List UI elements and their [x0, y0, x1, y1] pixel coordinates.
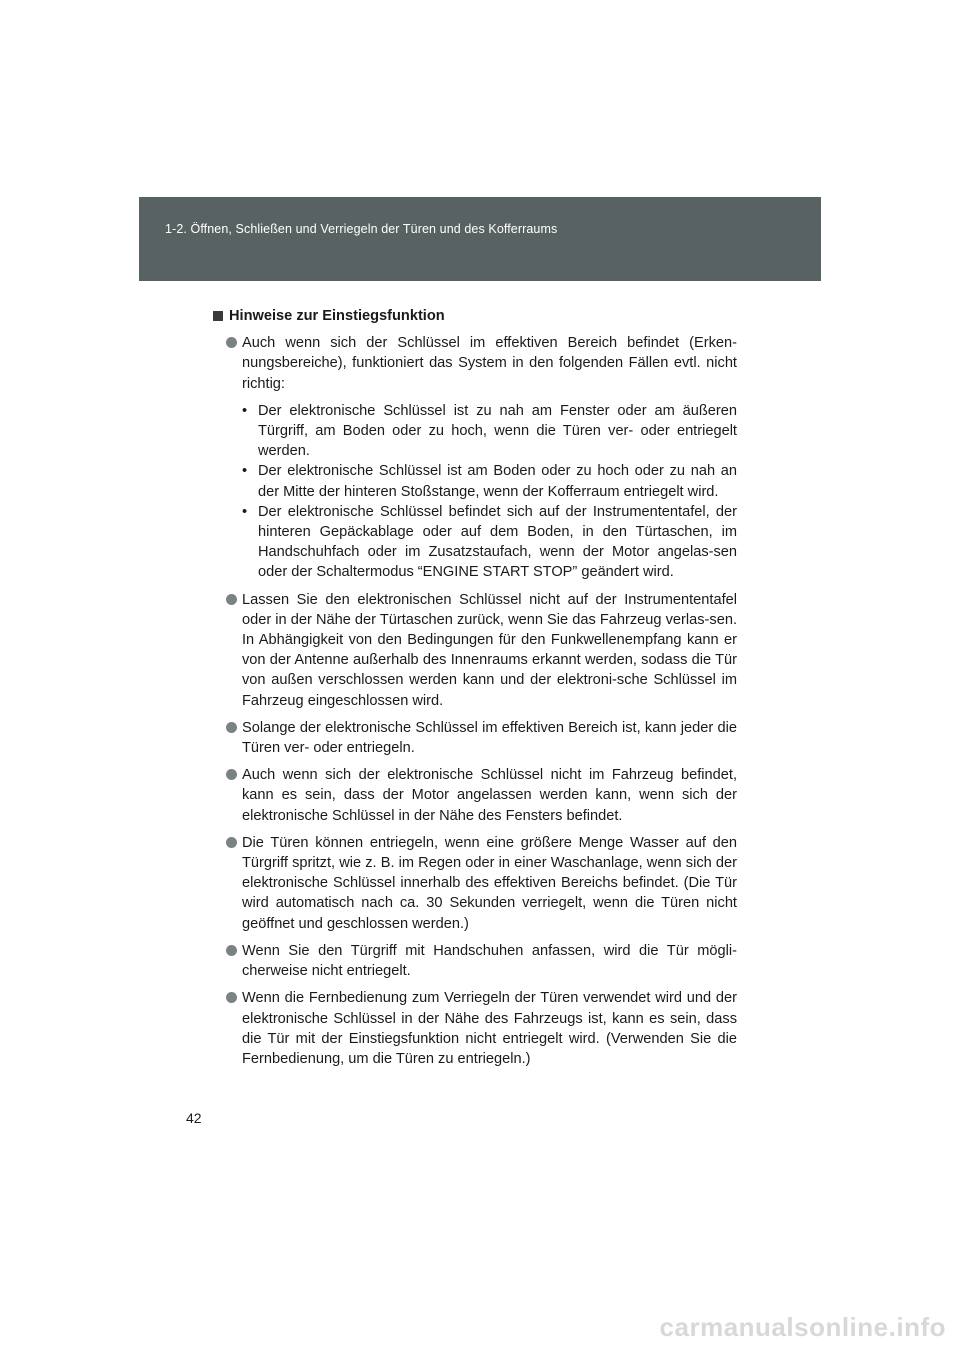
chapter-header-bar	[139, 197, 821, 281]
sub-list-item: • Der elektronische Schlüssel ist zu nah am Fenster oder am äußeren Türgriff, am Boden oder zu hoch, wenn die Türen ver- oder entriegelt werden.	[242, 402, 737, 460]
section-heading-text: Hinweise zur Einstiegsfunktion	[229, 308, 445, 324]
page-content	[212, 306, 737, 1076]
circle-bullet-icon	[226, 945, 237, 956]
list-item	[212, 718, 737, 758]
list-item-text: Auch wenn sich der Schlüssel im effektiven Bereich befindet (Erken-nungsbereiche), funktioniert das System in den folgenden Fällen evtl. nicht richtig:	[242, 335, 737, 392]
sub-list-item: • Der elektronische Schlüssel befindet sich auf der Instrumententafel, der hinteren Gepäckablage oder auf dem Boden, in den Türtaschen, im Handschuhfach oder im Zusatzstaufach, wenn der Motor angelas-sen oder der Schaltermodus “ENGINE START STOP” geändert wird.	[242, 503, 737, 581]
chapter-title: 1-2. Öffnen, Schließen und Verriegeln der Türen und des Kofferraums	[165, 222, 558, 236]
list-item-text: Solange der elektronische Schlüssel im effektiven Bereich ist, kann jeder die Türen ver- oder entriegeln.	[242, 719, 737, 757]
watermark: carmanualsonline.info	[659, 1312, 946, 1342]
list-item	[212, 333, 737, 582]
list-item	[212, 941, 737, 981]
list-item-text: Wenn Sie den Türgriff mit Handschuhen anfassen, wird die Tür mögli-cherweise nicht entriegelt.	[242, 942, 737, 980]
circle-bullet-icon	[226, 337, 237, 348]
list-item-text: Lassen Sie den elektronischen Schlüssel nicht auf der Instrumententafel oder in der Nähe der Türtaschen zurück, wenn Sie das Fahrzeug verlas-sen. In Abhängigkeit von den Bedingungen für den Funkwellenempfang kann er von der Antenne außerhalb des Innenraums erkannt werden, sodass die Tür von außen verschlossen werden kann und der elektroni-sche Schlüssel im Fahrzeug eingeschlossen wird.	[242, 591, 737, 709]
page-number: 42	[186, 1110, 202, 1126]
list-item-text: Auch wenn sich der elektronische Schlüssel nicht im Fahrzeug befindet, kann es sein, dass der Motor angelassen werden kann, wenn sich der elektronische Schlüssel in der Nähe des Fensters befindet.	[242, 767, 737, 824]
section-heading	[212, 306, 737, 326]
list-item-text: Die Türen können entriegeln, wenn eine größere Menge Wasser auf den Türgriff spritzt, wie z. B. im Regen oder in einer Waschanlage, wenn sich der elektronische Schlüssel innerhalb des effektiven Bereichs befindet. (Die Tür wird automatisch nach ca. 30 Sekunden verriegelt, wenn die Türen nicht geöffnet und geschlossen werden.)	[242, 834, 737, 932]
list-item	[212, 833, 737, 934]
list-item-text: Wenn die Fernbedienung zum Verriegeln der Türen verwendet wird und der elektronische Schlüssel in der Nähe des Fahrzeugs ist, kann es sein, dass die Tür mit der Einstiegsfunktion nicht entriegelt wird. (Verwenden Sie die Fernbedienung, um die Türen zu entriegeln.)	[242, 990, 737, 1067]
list-item	[212, 765, 737, 826]
sub-bullet-icon: •	[242, 463, 248, 480]
list-item	[212, 988, 737, 1069]
sub-bullet-icon: •	[242, 402, 248, 419]
square-bullet-icon	[213, 311, 223, 321]
circle-bullet-icon	[226, 837, 237, 848]
circle-bullet-icon	[226, 992, 237, 1003]
sub-bullet-icon: •	[242, 503, 248, 520]
circle-bullet-icon	[226, 722, 237, 733]
list-item	[212, 590, 737, 711]
sub-list-item: • Der elektronische Schlüssel ist am Boden oder zu hoch oder zu nah an der Mitte der hinteren Stoßstange, wenn der Kofferraum entriegelt wird.	[242, 463, 737, 500]
circle-bullet-icon	[226, 769, 237, 780]
circle-bullet-icon	[226, 594, 237, 605]
sub-list	[242, 401, 737, 583]
